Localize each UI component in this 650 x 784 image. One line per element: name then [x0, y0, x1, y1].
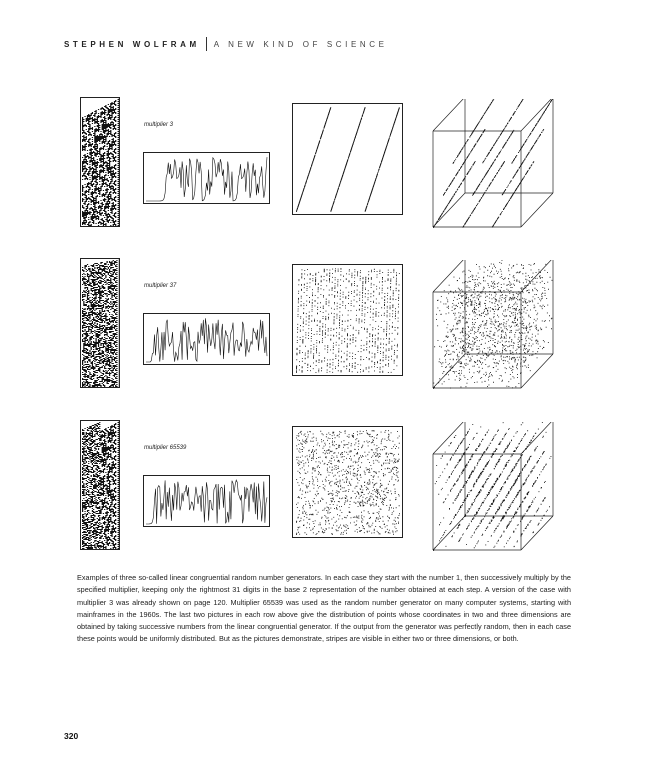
- digit-cells: [82, 259, 120, 388]
- point-cloud: [296, 107, 400, 212]
- figure-row-1: [0, 97, 650, 227]
- multiplier-label: multiplier 65539: [144, 445, 187, 451]
- 3d-distribution-plot: [425, 99, 560, 235]
- digit-cells: [82, 421, 120, 550]
- time-series-plot: [143, 152, 270, 204]
- multiplier-label: multiplier 37: [144, 283, 177, 289]
- point-cloud: [433, 260, 552, 389]
- page-number: 320: [64, 731, 79, 741]
- digit-pattern-strip: [80, 258, 120, 388]
- point-cloud: [296, 430, 400, 535]
- digit-cells: [82, 98, 120, 227]
- 3d-distribution-plot: [425, 422, 560, 558]
- point-cloud: [433, 99, 554, 228]
- digit-pattern-strip: [80, 97, 120, 227]
- header-author: STEPHEN WOLFRAM: [64, 39, 200, 49]
- running-header: [64, 37, 388, 51]
- series-line: [146, 157, 267, 201]
- series-line: [146, 480, 267, 524]
- point-cloud: [296, 268, 400, 373]
- series-line: [146, 318, 267, 362]
- 2d-distribution-plot: [292, 103, 403, 215]
- multiplier-label: multiplier 3: [144, 122, 174, 128]
- figure-row-2: [0, 258, 650, 388]
- header-divider: [206, 37, 207, 51]
- figure-row-3: [0, 420, 650, 550]
- time-series-plot: [143, 475, 270, 527]
- 3d-distribution-plot: [425, 260, 560, 396]
- header-book-title: A NEW KIND OF SCIENCE: [213, 39, 388, 49]
- time-series-plot: [143, 313, 270, 365]
- digit-pattern-strip: [80, 420, 120, 550]
- figure-caption: Examples of three so-called linear congruential random number generators. In each case they start with the number 1, then successively multiply by the specified multiplier, keeping only the rightmost 31 digits in the base 2 representation of the number obtained at each step. A version of the case with multiplier 3 was already shown on page 120. Multiplier 65539 was used as the random number generator on many computer systems, starting with mainframes in the 1960s. The last two pictures in each row above give the distribution of points whose coordinates in two and three dimensions are obtained by taking successive numbers from the linear congruential generator. If the output from the generator was perfectly random, then in each case these points would be uniformly distributed. But as the pictures demonstrate, stripes are visible in either two or three dimensions, or both.: [77, 573, 571, 644]
- 2d-distribution-plot: [292, 426, 403, 538]
- 2d-distribution-plot: [292, 264, 403, 376]
- cube-wireframe: [433, 260, 553, 388]
